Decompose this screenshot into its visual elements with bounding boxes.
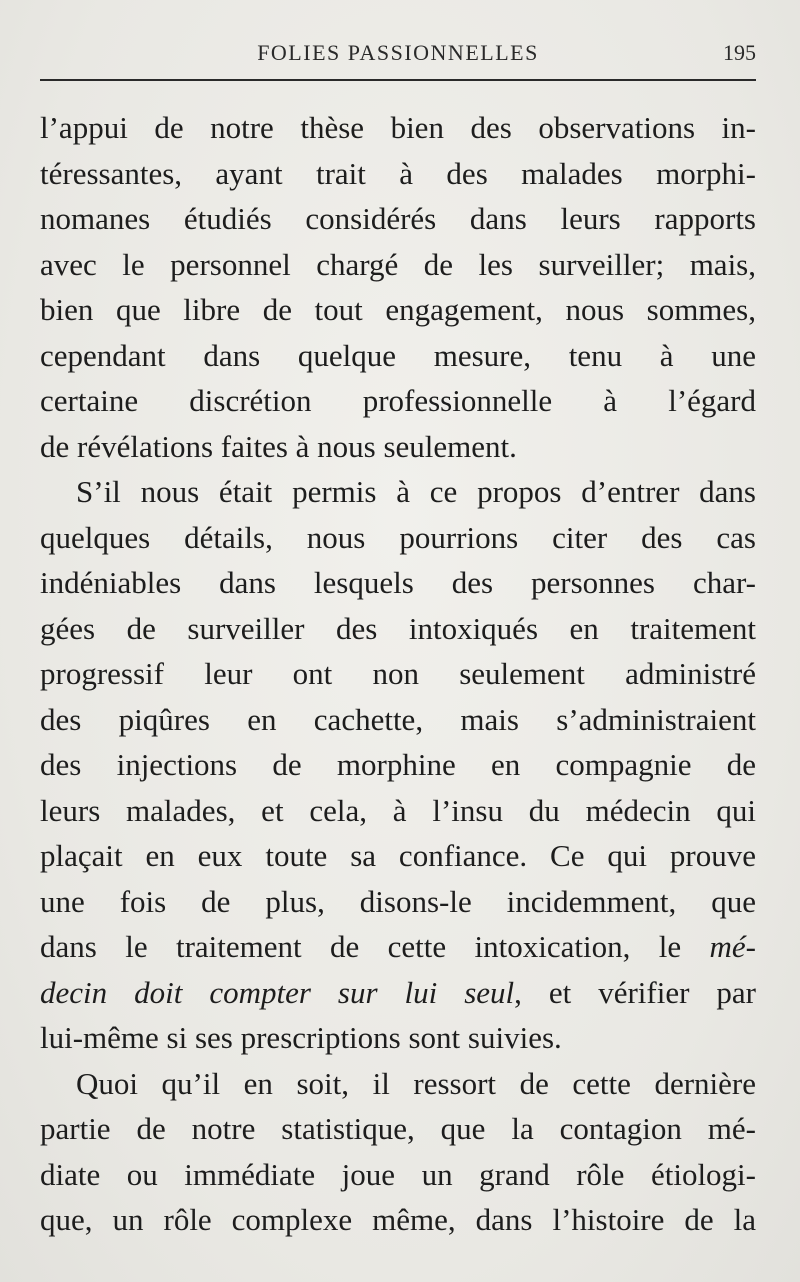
text-line: quelques détails, nous pourrions citer des cas [40,519,756,555]
text-line: diate ou immédiate joue un grand rôle étiologi- [40,1156,756,1192]
italic-text: mé- [709,929,756,964]
page-header [40,38,756,70]
text-line: bien que libre de tout engagement, nous sommes, [40,292,756,327]
header-rule [40,79,756,81]
text-line: nomanes étudiés considérés dans leurs rapports [40,201,756,236]
text-line: des piqûres en cachette, mais s’administraient [40,701,756,737]
text-line: Quoi qu’il en soit, il ressort de cette dernière [76,1065,756,1101]
text-line: une fois de plus, disons-le incidemment, que [40,883,756,919]
text-line: téressantes, ayant trait à des malades morphi- [40,155,756,191]
text-span: , et vérifier par [514,974,757,1010]
text-line: leurs malades, et cela, à l’insu du médecin qui [40,792,756,828]
text-line: plaçait en eux toute sa confiance. Ce qui prouve [40,838,756,873]
running-head: FOLIES PASSIONNELLES [257,40,539,65]
text-line [40,924,756,970]
italic-text: decin doit compter sur lui seul [40,974,515,1010]
text-line: partie de notre statistique, que la contagion mé- [40,1111,756,1146]
text-line: lui-même si ses prescriptions sont suivies. [40,1020,562,1055]
text-line: cependant dans quelque mesure, tenu à une [40,337,756,373]
text-line: des injections de morphine en compagnie de [40,747,756,782]
text-line [40,970,756,1016]
page-number: 195 [723,40,756,65]
text-line: S’il nous était permis à ce propos d’entrer dans [76,474,756,509]
text-line: certaine discrétion professionnelle à l’égard [40,383,756,418]
text-line: que, un rôle complexe même, dans l’histoire de la [40,1202,756,1237]
text-line: avec le personnel chargé de les surveiller; mais, [40,246,756,282]
text-line: l’appui de notre thèse bien des observations in- [40,110,756,145]
text-line: indéniables dans lesquels des personnes char- [40,565,756,600]
text-line: gées de surveiller des intoxiqués en traitement [40,610,756,646]
text-span: dans le traitement de cette intoxication, le [40,929,710,964]
body-text [40,105,756,1243]
text-line: de révélations faites à nous seulement. [40,428,517,464]
text-line: progressif leur ont non seulement administré [40,656,756,691]
